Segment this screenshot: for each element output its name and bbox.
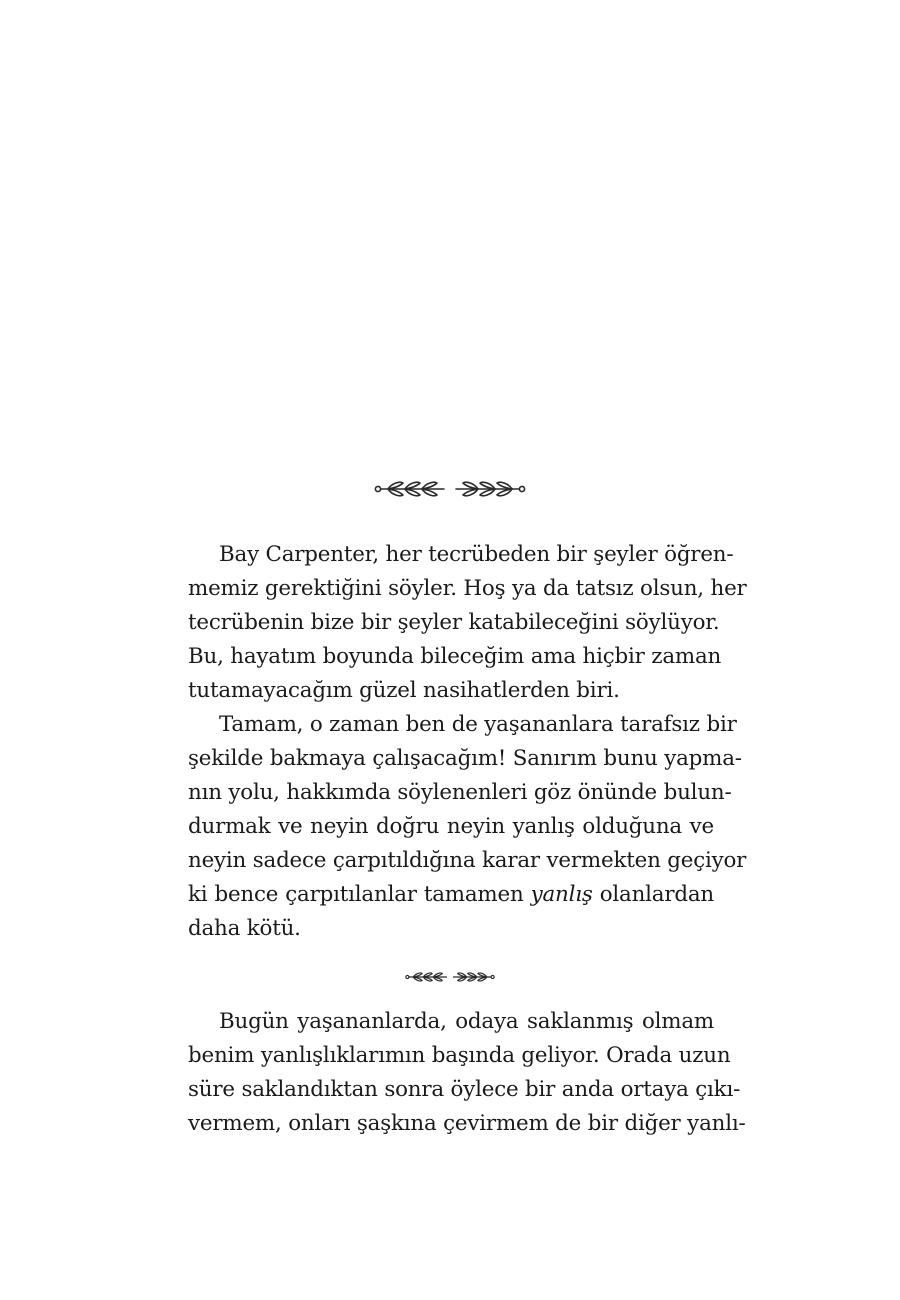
text-line: vermem, onları şaşkına çevirmem de bir diğer yanlı-	[188, 1111, 746, 1136]
text-line: süre saklandıktan sonra öylece bir anda ortaya çıkı-	[188, 1077, 741, 1102]
text-line: Tamam, o zaman ben de yaşananlara tarafsız bir	[219, 712, 737, 737]
emphasized-word: yanlış	[530, 882, 593, 907]
text-line: memiz gerektiğini söyler. Hoş ya da tatsız olsun, her	[188, 576, 747, 601]
text-run: olanlardan	[592, 882, 715, 907]
text-line: Bu, hayatım boyunda bileceğim ama hiçbir zaman	[188, 644, 722, 669]
paragraph-1	[188, 538, 747, 708]
text-line: tecrübenin bize bir şeyler katabileceğini söylüyor.	[188, 610, 720, 635]
text-line: tutamayacağım güzel nasihatlerden biri.	[188, 678, 620, 703]
text-section-1	[188, 538, 747, 946]
text-line: daha kötü.	[188, 916, 301, 941]
text-line: durmak ve neyin doğru neyin yanlış olduğuna ve	[188, 814, 714, 839]
text-line: neyin sadece çarpıtıldığına karar vermekten geçiyor	[188, 848, 747, 873]
text-line: Bugün yaşananlarda, odaya saklanmış olmam	[219, 1009, 714, 1034]
text-line: şekilde bakmaya çalışacağım! Sanırım bunu yapma-	[188, 746, 742, 771]
text-line: Bay Carpenter, her tecrübeden bir şeyler öğren-	[219, 542, 734, 567]
laurel-sprig-divider-icon	[374, 474, 526, 504]
text-line: benim yanlışlıklarımın başında geliyor. Orada uzun	[188, 1043, 731, 1068]
section-divider-middle	[0, 967, 900, 987]
text-section-2	[188, 1005, 746, 1141]
paragraph-3	[188, 1005, 746, 1141]
paragraph-2	[188, 708, 747, 946]
section-divider-top	[0, 474, 900, 504]
text-line: nın yolu, hakkımda söylenenleri göz önünde bulun-	[188, 780, 732, 805]
text-run: ki bence çarpıtılanlar tamamen	[188, 882, 531, 907]
text-line-with-emphasis	[188, 878, 714, 912]
laurel-sprig-divider-icon	[405, 967, 495, 987]
